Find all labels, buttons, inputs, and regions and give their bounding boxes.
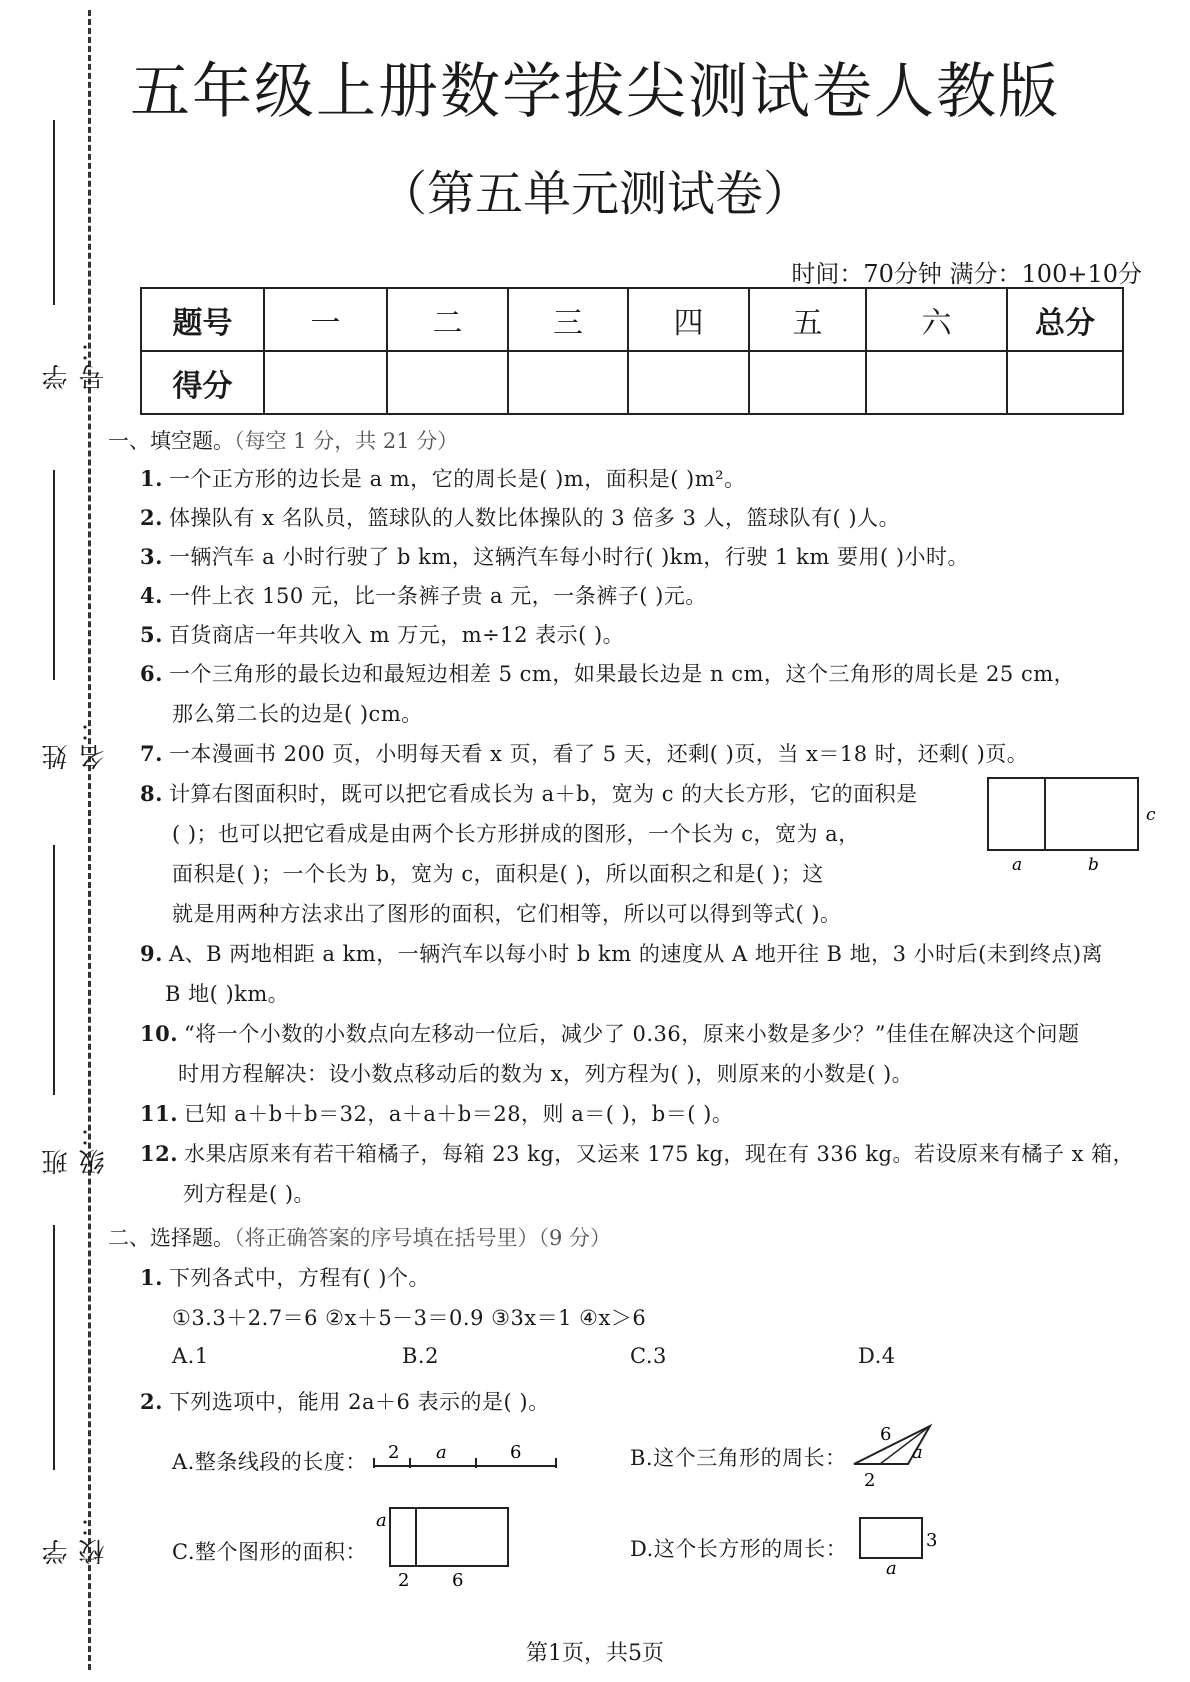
score-table bbox=[140, 287, 1124, 415]
score-header-cell: 六 bbox=[866, 288, 1007, 351]
page-title: 五年级上册数学拔尖测试卷人教版 bbox=[130, 57, 1060, 127]
question-continuation: 就是用两种方法求出了图形的面积，它们相等，所以可以得到等式( )。 bbox=[172, 902, 842, 926]
school-label: 学校： bbox=[42, 1509, 109, 1565]
triangle-label-a: a bbox=[912, 1442, 923, 1463]
exam-meta: 时间：70分钟 满分：100+10分 bbox=[791, 260, 1142, 288]
question-continuation: 时用方程解决：设小数点移动后的数为 x，列方程为( )，则原来的小数是( )。 bbox=[178, 1062, 914, 1086]
question-text: 一件上衣 150 元，比一条裤子贵 a 元，一条裤子( )元。 bbox=[168, 584, 707, 608]
choice-option-c[interactable]: C.3 bbox=[630, 1344, 667, 1368]
question-text: 百货商店一年共收入 m 万元，m÷12 表示( )。 bbox=[168, 623, 625, 647]
question-text: A、B 两地相距 a km，一辆汽车以每小时 b km 的速度从 A 地开往 B 地，3 小时后(未到终点)离 bbox=[168, 942, 1104, 966]
question-text: “将一个小数的小数点向左移动一位后，减少了 0.36，原来小数是多少？”佳佳在解决这个问题 bbox=[184, 1022, 1080, 1046]
score-input-cell[interactable] bbox=[264, 351, 387, 414]
question: 1. 一个正方形的边长是 a m，它的周长是( )m，面积是( )m²。 bbox=[140, 466, 746, 491]
score-input-cell[interactable] bbox=[1007, 351, 1123, 414]
question: 6. 一个三角形的最长边和最短边相差 5 cm，如果最长边是 n cm，这个三角形的周长是 25 cm， bbox=[140, 661, 1076, 686]
segment-label-2: 2 bbox=[388, 1442, 400, 1463]
section-2-heading bbox=[108, 1222, 611, 1252]
choice-option-a[interactable]: A.1 bbox=[172, 1344, 209, 1368]
rectangle-figure bbox=[856, 1512, 946, 1580]
triangle-label-2: 2 bbox=[864, 1470, 876, 1490]
score-input-cell[interactable] bbox=[749, 351, 866, 414]
rect-label-3: 3 bbox=[926, 1530, 938, 1551]
choice-option-d[interactable]: D.这个长方形的周长： bbox=[630, 1537, 848, 1561]
q1-equation-list: ①3.3＋2.7＝6 ②x＋5－3＝0.9 ③3x＝1 ④x＞6 bbox=[172, 1306, 647, 1330]
rect-label-a: a bbox=[886, 1558, 897, 1576]
composite-label-6: 6 bbox=[452, 1570, 464, 1588]
question: 5. 百货商店一年共收入 m 万元，m÷12 表示( )。 bbox=[140, 622, 625, 647]
section-2-note: （将正确答案的序号填在括号里）（9 分） bbox=[234, 1226, 612, 1250]
question-continuation: 列方程是( )。 bbox=[183, 1182, 316, 1206]
school-field[interactable] bbox=[20, 1225, 109, 1565]
question: 11. 已知 a＋b＋b＝32，a＋a＋b＝28，则 a＝( )，b＝( )。 bbox=[140, 1101, 734, 1126]
question: 4. 一件上衣 150 元，比一条裤子贵 a 元，一条裤子( )元。 bbox=[140, 583, 707, 608]
question: 3. 一辆汽车 a 小时行驶了 b km，这辆汽车每小时行( )km，行驶 1 km 要用( )小时。 bbox=[140, 544, 970, 569]
question: 8. 计算右图面积时，既可以把它看成长为 a＋b，宽为 c 的大长方形，它的面积是 bbox=[140, 781, 918, 806]
section-1-heading bbox=[108, 425, 458, 455]
score-input-cell[interactable] bbox=[508, 351, 628, 414]
score-header-cell: 一 bbox=[264, 288, 387, 351]
question-text: 计算右图面积时，既可以把它看成长为 a＋b，宽为 c 的大长方形，它的面积是 bbox=[168, 782, 918, 806]
composite-label-a: a bbox=[376, 1510, 387, 1531]
question-continuation: ( )；也可以把它看成是由两个长方形拼成的图形，一个长为 c，宽为 a， bbox=[172, 822, 860, 846]
score-header-cell: 五 bbox=[749, 288, 866, 351]
question-text: 已知 a＋b＋b＝32，a＋a＋b＝28，则 a＝( )，b＝( )。 bbox=[184, 1102, 734, 1126]
q8-label-c: c bbox=[1146, 805, 1156, 825]
score-header-cell: 二 bbox=[387, 288, 508, 351]
triangle-figure bbox=[850, 1420, 940, 1494]
name-label: 姓名： bbox=[42, 714, 109, 770]
class-label: 班级： bbox=[42, 1119, 109, 1175]
segment-label-a: a bbox=[436, 1442, 447, 1463]
q8-rectangle-figure bbox=[980, 770, 1160, 884]
page-subtitle: （第五单元测试卷） bbox=[378, 166, 811, 222]
score-header-cell: 三 bbox=[508, 288, 628, 351]
score-header-cell: 总分 bbox=[1007, 288, 1123, 351]
question-text: 下列各式中，方程有( )个。 bbox=[168, 1266, 430, 1290]
score-input-cell[interactable] bbox=[866, 351, 1007, 414]
question-text: 一辆汽车 a 小时行驶了 b km，这辆汽车每小时行( )km，行驶 1 km 要用( )小时。 bbox=[168, 545, 970, 569]
q8-label-b: b bbox=[1088, 855, 1099, 875]
choice-option-b[interactable]: B.这个三角形的周长： bbox=[630, 1446, 847, 1470]
score-row-label: 得分 bbox=[141, 351, 264, 414]
choice-option-b[interactable]: B.2 bbox=[402, 1344, 439, 1368]
student-id-label: 学号： bbox=[42, 334, 109, 390]
question-text: 体操队有 x 名队员，篮球队的人数比体操队的 3 倍多 3 人，篮球队有( )人。 bbox=[168, 506, 901, 530]
question-continuation: 那么第二长的边是( )cm。 bbox=[172, 702, 423, 726]
triangle-label-6: 6 bbox=[880, 1424, 892, 1445]
question-continuation: B 地( )km。 bbox=[165, 982, 290, 1006]
choice-option-c[interactable]: C.整个图形的面积： bbox=[172, 1540, 367, 1564]
page-footer: 第1页，共5页 bbox=[526, 1641, 664, 1666]
segment-figure bbox=[370, 1438, 570, 1478]
question-continuation: 面积是( )；一个长为 b，宽为 c，面积是( )，所以面积之和是( )；这 bbox=[172, 862, 824, 886]
name-field[interactable] bbox=[20, 470, 109, 770]
score-input-cell[interactable] bbox=[387, 351, 508, 414]
question: 12. 水果店原来有若干箱橘子，每箱 23 kg，又运来 175 kg，现在有 336 kg。若设原来有橘子 x 箱， bbox=[140, 1141, 1135, 1166]
score-header-cell: 题号 bbox=[141, 288, 264, 351]
question: 1. 下列各式中，方程有( )个。 bbox=[140, 1265, 430, 1290]
composite-rectangle-figure bbox=[372, 1498, 512, 1592]
question-text: 一个正方形的边长是 a m，它的周长是( )m，面积是( )m²。 bbox=[168, 467, 746, 491]
score-input-cell[interactable] bbox=[628, 351, 749, 414]
section-1-note: （每空 1 分，共 21 分） bbox=[234, 429, 459, 453]
class-field[interactable] bbox=[20, 845, 109, 1175]
question-text: 水果店原来有若干箱橘子，每箱 23 kg，又运来 175 kg，现在有 336 kg。若设原来有橘子 x 箱， bbox=[184, 1142, 1135, 1166]
section-2-title: 二、选择题。 bbox=[108, 1226, 234, 1250]
question-text: 下列选项中，能用 2a＋6 表示的是( )。 bbox=[168, 1390, 550, 1414]
question-text: 一本漫画书 200 页，小明每天看 x 页，看了 5 天，还剩( )页，当 x＝18 时，还剩( )页。 bbox=[168, 742, 1029, 766]
question: 7. 一本漫画书 200 页，小明每天看 x 页，看了 5 天，还剩( )页，当 x＝18 时，还剩( )页。 bbox=[140, 741, 1029, 766]
section-1-title: 一、填空题。 bbox=[108, 429, 234, 453]
question-text: 一个三角形的最长边和最短边相差 5 cm，如果最长边是 n cm，这个三角形的周长是 25 cm， bbox=[168, 662, 1076, 686]
question: 2. 体操队有 x 名队员，篮球队的人数比体操队的 3 倍多 3 人，篮球队有( )人。 bbox=[140, 505, 901, 530]
q8-label-a: a bbox=[1012, 855, 1023, 875]
question: 10. “将一个小数的小数点向左移动一位后，减少了 0.36，原来小数是多少？”佳佳在解决这个问题 bbox=[140, 1021, 1080, 1046]
choice-option-d[interactable]: D.4 bbox=[858, 1344, 896, 1368]
choice-option-a[interactable]: A.整条线段的长度： bbox=[172, 1450, 367, 1474]
question: 9. A、B 两地相距 a km，一辆汽车以每小时 b km 的速度从 A 地开往 B 地，3 小时后(未到终点)离 bbox=[140, 941, 1104, 966]
binding-dashed-line bbox=[88, 10, 91, 1670]
question: 2. 下列选项中，能用 2a＋6 表示的是( )。 bbox=[140, 1389, 550, 1414]
composite-label-2: 2 bbox=[398, 1570, 410, 1588]
score-header-cell: 四 bbox=[628, 288, 749, 351]
segment-label-6: 6 bbox=[510, 1442, 522, 1463]
